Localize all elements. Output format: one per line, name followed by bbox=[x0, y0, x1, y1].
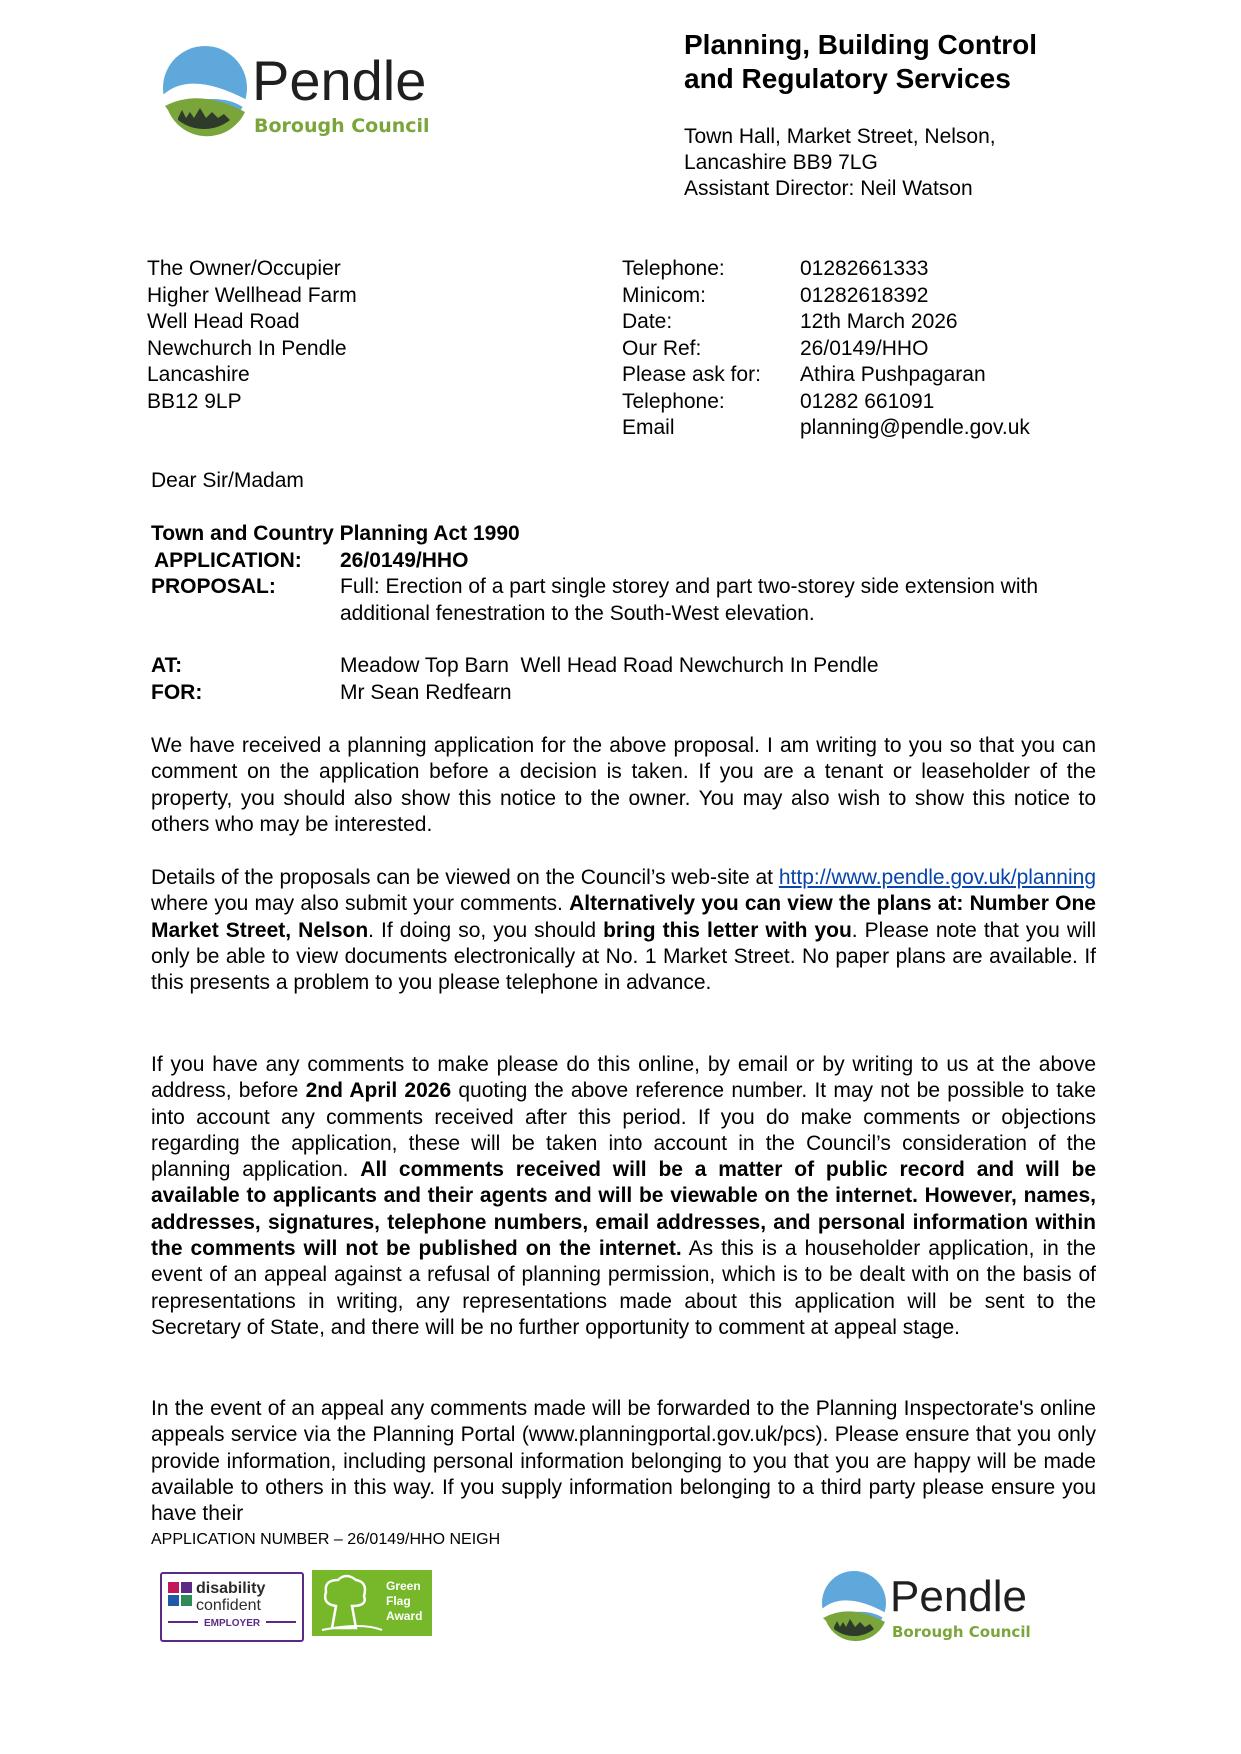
badge-word: Award bbox=[386, 1609, 423, 1623]
application-details bbox=[151, 521, 1111, 706]
site-address: Meadow Top Barn Well Head Road Newchurch In Pendle bbox=[340, 654, 879, 677]
at-row bbox=[151, 653, 1111, 680]
text: where you may also submit your comments. bbox=[151, 892, 570, 916]
disability-confident-badge bbox=[160, 1572, 304, 1642]
address-line-2: Lancashire BB9 7LG bbox=[684, 151, 878, 174]
planning-website-link[interactable]: http://www.pendle.gov.uk/planning bbox=[778, 866, 1096, 889]
act-title: Town and Country Planning Act 1990 bbox=[151, 522, 520, 545]
contact-row bbox=[622, 389, 1030, 416]
recipient-line: Well Head Road bbox=[147, 310, 300, 333]
bold-text: All comments received will be a matter of public record and will be available to applicants and their agents and will be viewable on the internet. However, names, addresses, signatures, telephone numbers, email addresses, and personal information within the comments will not be published on the internet. bbox=[151, 1158, 1096, 1261]
department-heading bbox=[684, 28, 1037, 96]
proposal-label: PROPOSAL: bbox=[151, 575, 276, 598]
council-address bbox=[684, 124, 996, 202]
logo-wordmark: Pendle bbox=[252, 49, 427, 112]
contact-label: Our Ref: bbox=[622, 336, 702, 360]
contact-row bbox=[622, 362, 1030, 389]
for-row bbox=[151, 680, 1111, 707]
contact-label: Date: bbox=[622, 310, 673, 333]
application-row bbox=[151, 548, 1111, 575]
contact-label: Please ask for: bbox=[622, 363, 761, 386]
proposal-row bbox=[151, 574, 1111, 627]
contact-label: Email bbox=[622, 416, 675, 439]
contact-label: Telephone: bbox=[622, 257, 725, 280]
paragraph-comments bbox=[151, 1052, 1096, 1341]
contact-value: 01282618392 bbox=[800, 283, 929, 307]
pendle-logo-footer bbox=[820, 1565, 1050, 1645]
logo-subtitle: Borough Council bbox=[254, 115, 430, 137]
badge-word: EMPLOYER bbox=[204, 1618, 261, 1629]
logo-wordmark: Pendle bbox=[890, 1572, 1028, 1621]
text: quoting the above reference number. It may not be possible to take into account any comments received after this period. If you do make comments or objections regarding the application, these will be taken into account in the Council’s consideration of the planning application. bbox=[151, 1079, 1096, 1182]
recipient-line: Newchurch In Pendle bbox=[147, 336, 347, 360]
badge-word: confident bbox=[196, 1597, 261, 1614]
department-line-2: and Regulatory Services bbox=[684, 63, 1011, 94]
badge-square-icon bbox=[181, 1582, 192, 1593]
recipient-line: Lancashire bbox=[147, 363, 250, 386]
for-label: FOR: bbox=[151, 680, 203, 704]
text: . If doing so, you should bbox=[368, 918, 604, 942]
salutation: Dear Sir/Madam bbox=[151, 469, 304, 492]
text: As this is a householder application, in the event of an appeal against a refusal of planning permission, which is to be dealt with on the basis of representations in writing, any representations made about this application will be sent to the Secretary of State, and there will be no further opportunity to comment at appeal stage. bbox=[151, 1237, 1096, 1339]
badge-square-icon bbox=[168, 1582, 179, 1593]
application-number: 26/0149/HHO bbox=[340, 548, 469, 572]
pendle-logo bbox=[160, 40, 460, 140]
badge-square-icon bbox=[181, 1595, 192, 1606]
contact-value: 26/0149/HHO bbox=[800, 336, 929, 360]
badge-word: disability bbox=[196, 1580, 266, 1597]
contact-row bbox=[622, 336, 1030, 363]
badge-word: Green bbox=[386, 1579, 421, 1593]
department-line-1: Planning, Building Control bbox=[684, 29, 1038, 60]
recipient-line: Higher Wellhead Farm bbox=[147, 283, 357, 307]
contact-row bbox=[622, 415, 1030, 442]
application-label: APPLICATION: bbox=[154, 548, 302, 572]
contact-email[interactable]: planning@pendle.gov.uk bbox=[800, 416, 1030, 439]
contact-value: 12th March 2026 bbox=[800, 310, 958, 333]
contact-details bbox=[622, 256, 1030, 442]
address-line-3: Assistant Director: Neil Watson bbox=[684, 177, 973, 200]
contact-value: Athira Pushpagaran bbox=[800, 363, 986, 386]
contact-value: 01282661333 bbox=[800, 257, 929, 280]
contact-row bbox=[622, 283, 1030, 310]
badge-square-icon bbox=[168, 1595, 179, 1606]
recipient-line: BB12 9LP bbox=[147, 389, 242, 413]
bold-text: bring this letter with you bbox=[603, 918, 852, 942]
bold-text: Alternatively you can view the plans at: Number One Market Street, Nelson bbox=[151, 892, 1096, 942]
text: Details of the proposals can be viewed on the Council’s web-site at bbox=[151, 866, 779, 889]
recipient-line: The Owner/Occupier bbox=[147, 257, 341, 280]
at-label: AT: bbox=[151, 654, 183, 677]
logo-subtitle: Borough Council bbox=[892, 1623, 1031, 1641]
recipient-address bbox=[147, 256, 357, 415]
address-line-1: Town Hall, Market Street, Nelson, bbox=[684, 125, 996, 148]
badge-word: Flag bbox=[386, 1594, 411, 1608]
contact-row bbox=[622, 256, 1030, 283]
contact-row bbox=[622, 309, 1030, 336]
text: . Please note that you will only be able to view documents electronically at No. 1 Market Street. No paper plans are available. If this presents a problem to you please telephone in advance. bbox=[151, 918, 1096, 995]
green-flag-award-badge bbox=[312, 1570, 432, 1636]
deadline-date: 2nd April 2026 bbox=[305, 1079, 452, 1103]
paragraph-intro: We have received a planning application for the above proposal. I am writing to you so that you can comment on the application before a decision is taken. If you are a tenant or leaseholder of the property, you should also show this notice to the owner. You may also wish to show this notice to others who may be interested. bbox=[151, 734, 1096, 836]
text: If you have any comments to make please do this online, by email or by writing to us at the above address, before bbox=[151, 1053, 1096, 1103]
proposal-text: Full: Erection of a part single storey and part two-storey side extension with additional fenestration to the South-West elevation. bbox=[340, 575, 1039, 625]
paragraph-view-plans bbox=[151, 865, 1096, 996]
tree-icon bbox=[325, 1576, 365, 1628]
applicant-name: Mr Sean Redfearn bbox=[340, 680, 512, 704]
paragraph-appeal: In the event of an appeal any comments made will be forwarded to the Planning Inspectorate's online appeals service via the Planning Portal (www.planningportal.gov.uk/pcs). Please ensure that you only provide information, including personal information belonging to you that you are happy will be made available to others in this way. If you supply information belonging to a third party please ensure you have their bbox=[151, 1397, 1096, 1526]
contact-label: Minicom: bbox=[622, 283, 707, 307]
contact-label: Telephone: bbox=[622, 389, 725, 413]
contact-value: 01282 661091 bbox=[800, 389, 935, 413]
footer-reference: APPLICATION NUMBER – 26/0149/HHO NEIGH bbox=[151, 1531, 501, 1548]
